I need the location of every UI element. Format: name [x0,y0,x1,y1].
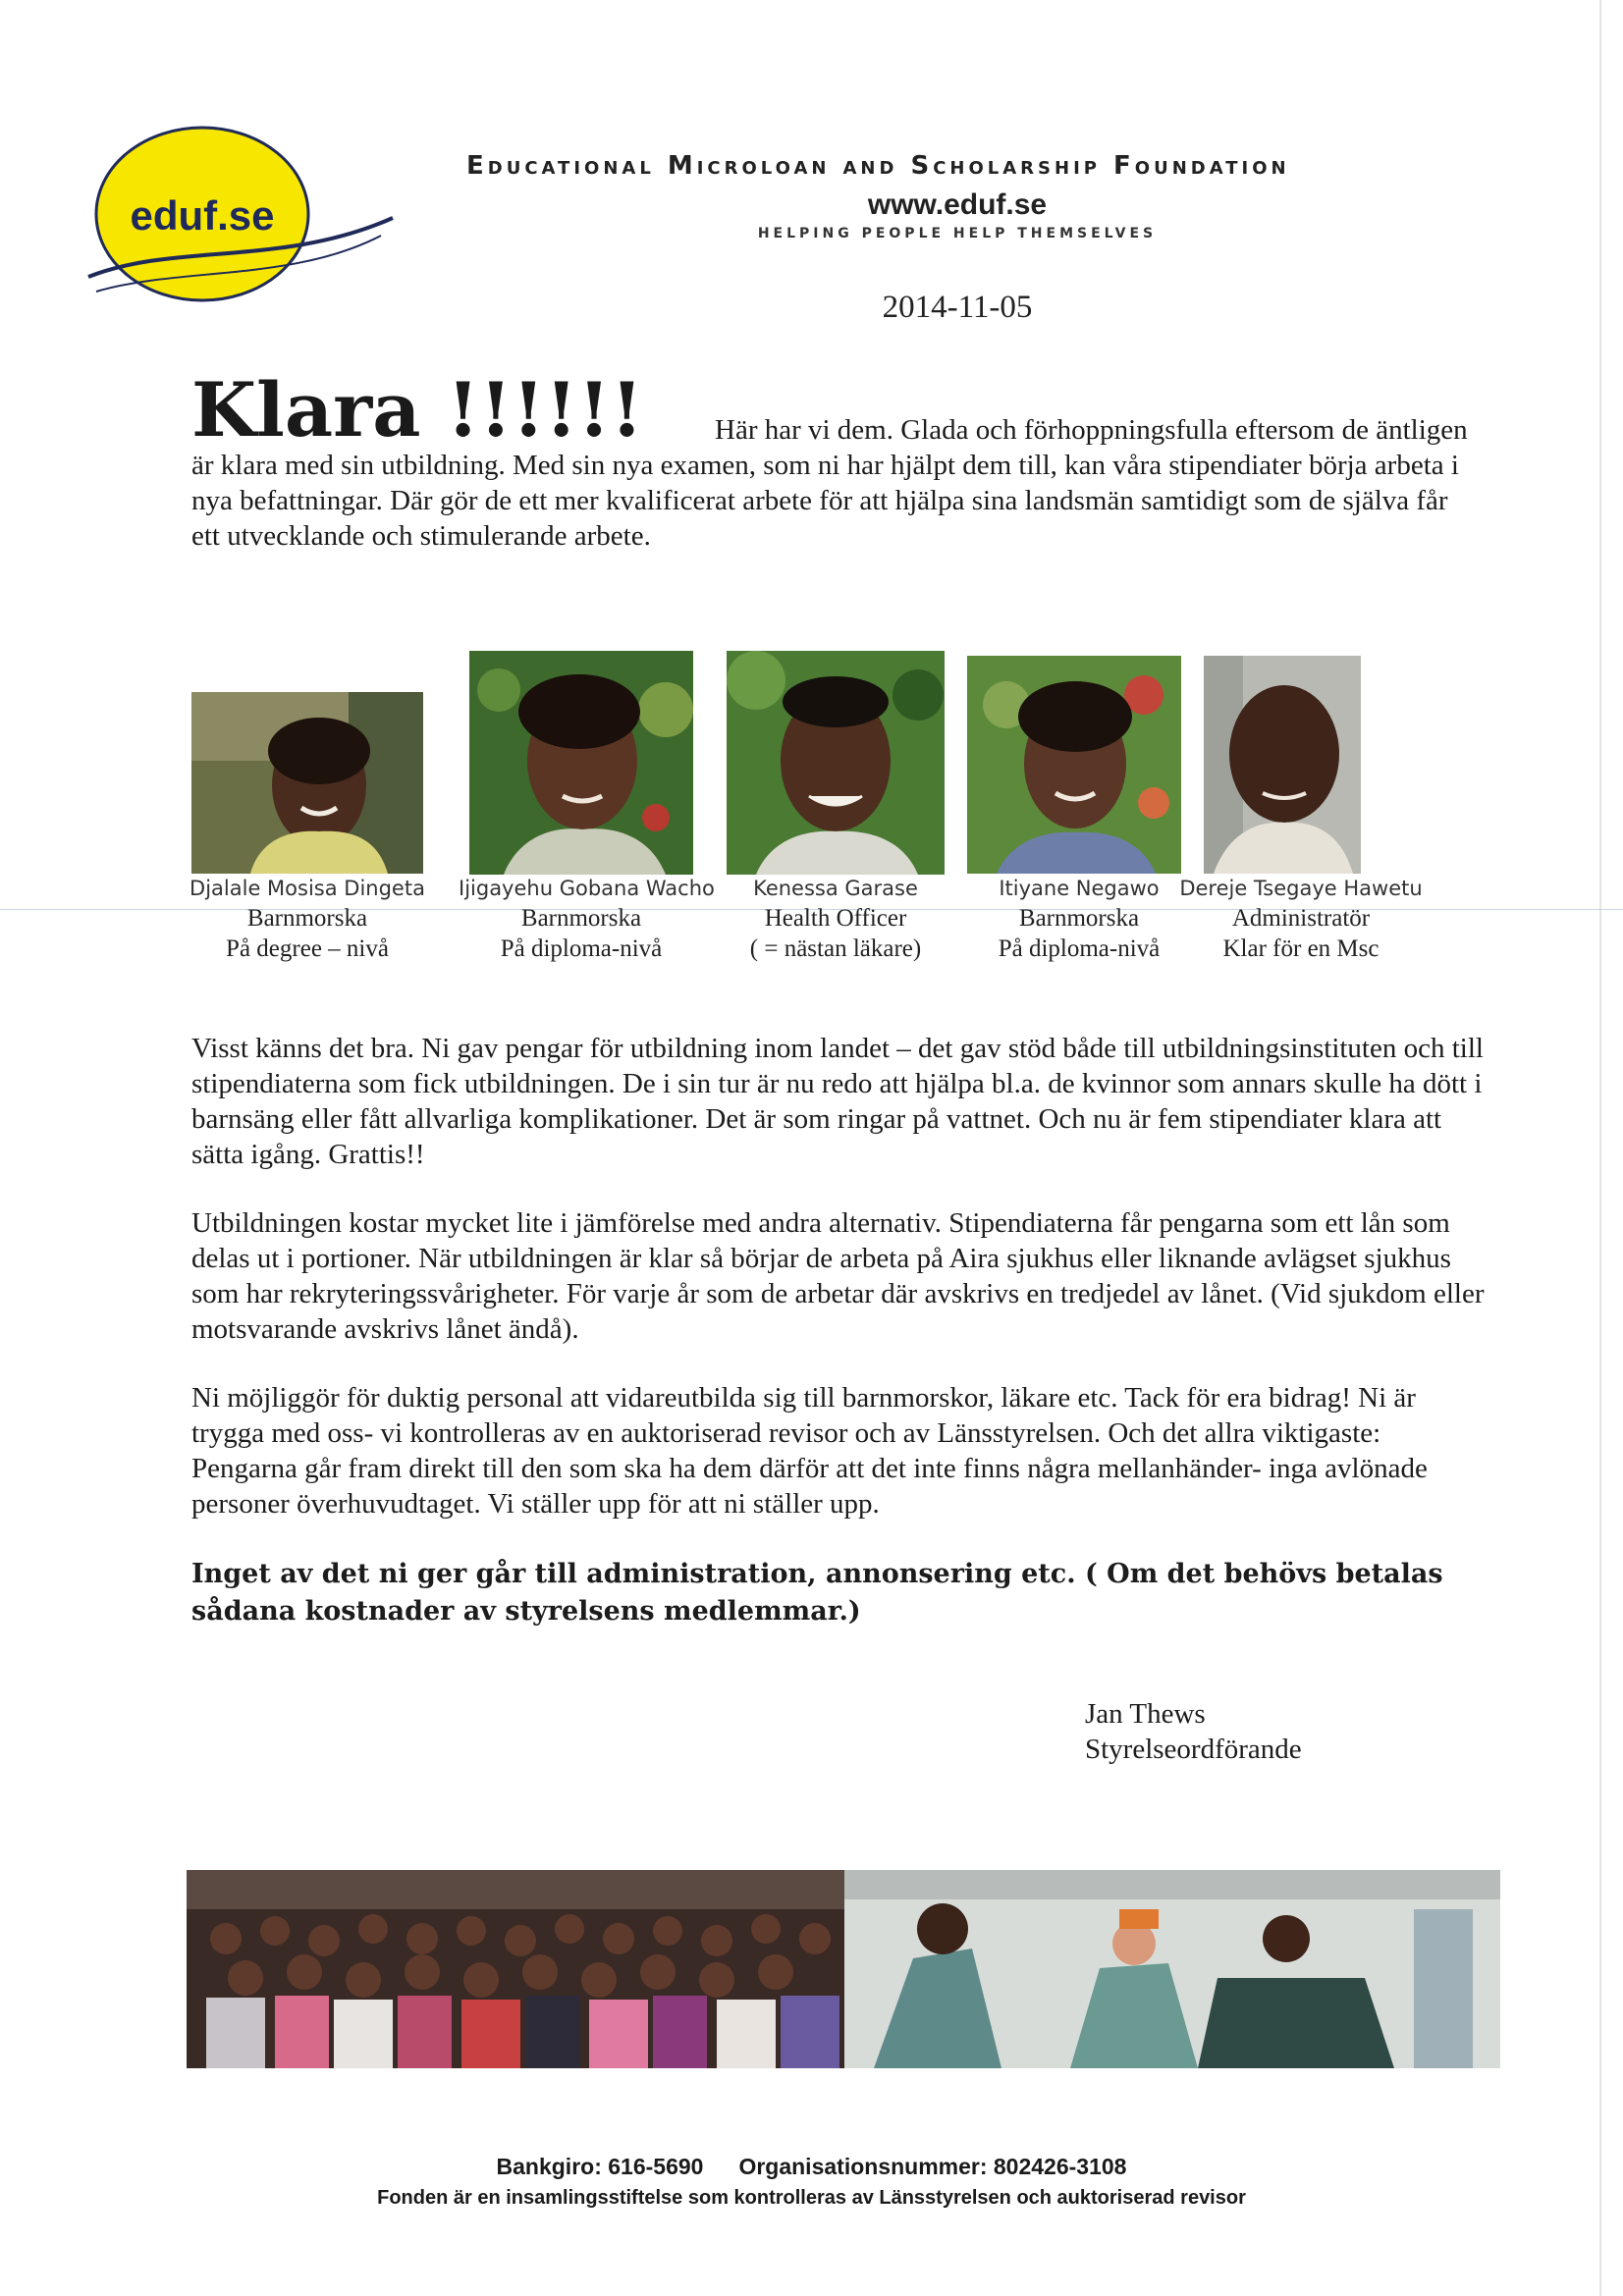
org-name: Educational Microloan and Scholarship Foundation [466,151,1290,181]
graduate-photo-1 [191,692,423,874]
graduate-name: Djalale Mosisa Dingeta [189,877,425,900]
signer-name: Jan Thews [1085,1698,1206,1730]
logo-text: eduf.se [130,192,275,239]
graduate-name: Itiyane Negawo [999,877,1160,900]
signature-block [1085,1696,1302,1767]
eduf-logo [86,120,401,336]
graduate-name: Kenessa Garase [753,877,918,900]
graduate-caption-5 [1178,874,1424,964]
graduate-photo-5 [1204,656,1361,874]
graduate-caption-3 [713,874,958,964]
graduate-level: På diploma-nivå [500,935,663,962]
graduate-level: Klar för en Msc [1222,935,1380,962]
banner-photo [187,1870,1500,2068]
graduate-role: Barnmorska [246,905,368,932]
headline: Klara !!!!!! [191,366,644,454]
graduate-name: Dereje Tsegaye Hawetu [1179,877,1423,900]
graduate-name: Ijigayehu Gobana Wacho [459,877,715,900]
body-paragraph-2: Utbildningen kostar mycket lite i jämförelse med andra alternativ. Stipendiaterna får pengarna som ett lån som delas ut i portioner. När utbildningen är klar så börjar de arbeta på Aira sjukhus eller liknande avlägset sjukhus som har rekryteringssvårigheter. För varje år som de arbetar där avskrivs en tredjedel av lånet. (Vid sjukdom eller motsvarande avskrivs lånet ändå). [191,1207,1485,1345]
graduate-role: Administratör [1231,905,1371,932]
graduate-level: På diploma-nivå [998,935,1161,962]
footer-note: Fonden är en insamlingsstiftelse som kontrolleras av Länsstyrelsen och auktoriserad revisor [377,2187,1246,2209]
emphasis-paragraph: Inget av det ni ger går till administration, annonsering etc. ( Om det behövs betalas sådana kostnader av styrelsens medlemmar.) [191,1559,1443,1627]
graduate-level: På degree – nivå [226,935,389,962]
graduate-role: Health Officer [764,905,907,932]
graduate-caption-1 [185,874,430,964]
graduate-level: ( = nästan läkare) [749,935,922,962]
page-edge [1599,0,1601,2296]
graduate-photo-4 [967,656,1181,874]
bankgiro: Bankgiro: 616-5690 [496,2154,704,2179]
footer-bank-info [0,2154,1623,2180]
organisation-number: Organisationsnummer: 802426-3108 [738,2154,1127,2179]
body-paragraph-1: Visst känns det bra. Ni gav pengar för utbildning inom landet – det gav stöd både till utbildningsinstituten och till stipendiaterna som fick utbildningen. De i sin tur är nu redo att hjälpa bl.a. de kvinnor som annars skulle ha dött i barnsäng eller fått allvarliga komplikationer. Det är som ringar på vattnet. Och nu är fem stipendiater klara att sätta igång. Grattis!! [191,1033,1484,1170]
document-date: 2014-11-05 [882,290,1033,325]
logo-mark [86,120,401,336]
org-tagline: HELPING PEOPLE HELP THEMSELVES [757,226,1158,241]
org-website[interactable]: www.eduf.se [867,188,1048,221]
intro-paragraph: Här har vi dem. Glada och förhoppningsfulla eftersom de äntligen är klara med sin utbildning. Med sin nya examen, som ni har hjälpt dem till, kan våra stipendiater börja arbeta i nya befattningar. Där gör de ett mer kvalificerat arbete för att hjälpa sina landsmän samtidigt som de själva får ett utvecklande och stimulerande arbete. [191,414,1468,552]
graduate-photo-2 [469,651,693,875]
signer-title: Styrelseordförande [1085,1734,1302,1765]
body-paragraph-3: Ni möjliggör för duktig personal att vidareutbilda sig till barnmorskor, läkare etc. Tack för era bidrag! Ni är trygga med oss- vi kontrolleras av en auktoriserad revisor och av Länsstyrelsen. Och det allra viktigaste: Pengarna går fram direkt till den som ska ha dem därför att det inte finns några mellanhänder- inga avlönade personer överhuvudtaget. Vi ställer upp för att ni ställer upp. [191,1382,1428,1520]
graduate-role: Barnmorska [1018,905,1140,932]
graduate-photo-3 [727,651,945,875]
graduate-caption-2 [459,874,715,964]
graduate-caption-4 [956,874,1202,964]
graduate-role: Barnmorska [520,905,642,932]
